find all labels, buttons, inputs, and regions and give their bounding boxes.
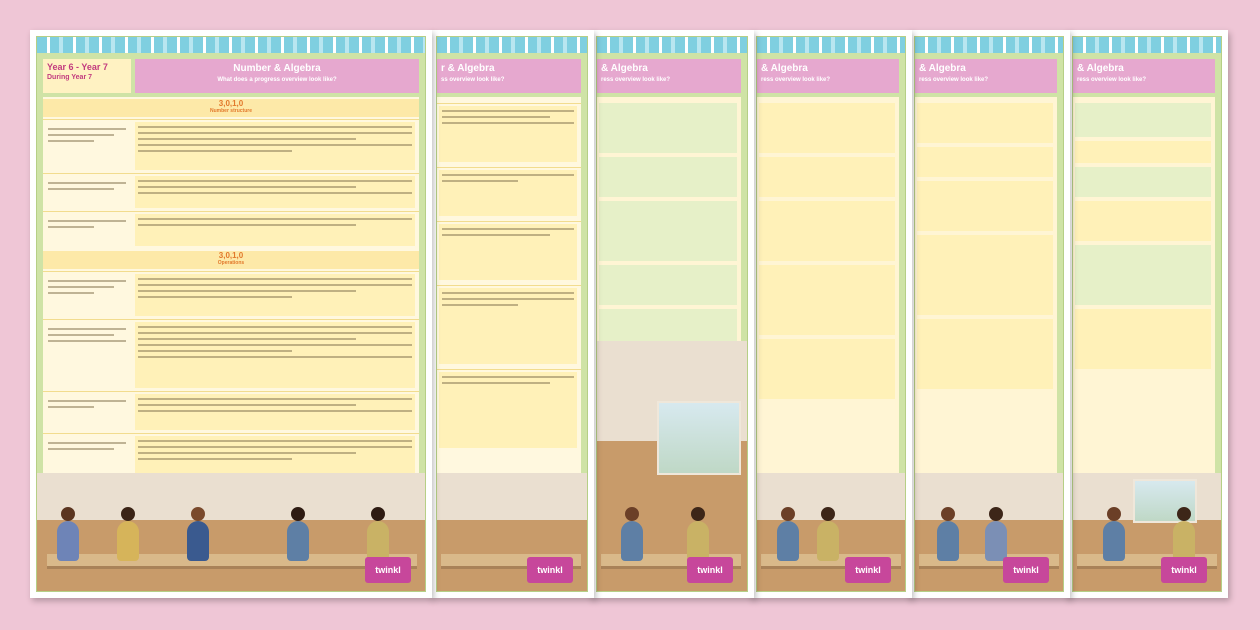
- sheet-header: [915, 59, 1057, 93]
- sheet-subtitle: ress overview look like?: [1077, 77, 1147, 83]
- table-row: [43, 119, 419, 172]
- year-tag: [43, 59, 131, 93]
- table-row: [43, 271, 419, 318]
- section-operations: [43, 251, 419, 269]
- decorative-band: [757, 37, 905, 53]
- twinkl-logo: twinkl: [365, 557, 411, 583]
- sheet-subtitle: ss overview look like?: [441, 77, 505, 83]
- table-row: [43, 173, 419, 210]
- section-number-structure: [43, 99, 419, 117]
- decorative-band: [597, 37, 747, 53]
- sheet-subtitle: ress overview look like?: [761, 77, 831, 83]
- year-range: Year 6 - Year 7: [47, 62, 108, 72]
- sheet-body: [437, 97, 581, 473]
- sheet-header: [757, 59, 899, 93]
- classroom-illustration: [37, 473, 425, 591]
- table-row: [43, 433, 419, 478]
- sheet-title: & Algebra: [919, 63, 966, 74]
- table-row: [43, 391, 419, 432]
- section-label: Operations: [217, 260, 245, 266]
- sheet-2: [430, 30, 594, 598]
- decorative-band: [915, 37, 1063, 53]
- section-code: 3,0,1,0: [218, 251, 244, 260]
- sheet-header: [1073, 59, 1215, 93]
- twinkl-logo: twinkl: [1003, 557, 1049, 583]
- front-title: Number & Algebra: [233, 63, 321, 74]
- sheet-body: [1073, 97, 1215, 473]
- sheet-subtitle: ress overview look like?: [601, 77, 671, 83]
- sheet-header: [437, 59, 581, 93]
- sheet-body: [757, 97, 899, 473]
- classroom-illustration: [1073, 473, 1221, 591]
- twinkl-logo: twinkl: [845, 557, 891, 583]
- decorative-band: [37, 37, 425, 53]
- sheet-title: r & Algebra: [441, 63, 495, 74]
- sheet-header: [597, 59, 741, 93]
- front-header: [135, 59, 419, 93]
- sheet-3: [590, 30, 754, 598]
- sheet-4: [750, 30, 912, 598]
- sheet-title: & Algebra: [601, 63, 648, 74]
- decorative-band: [1073, 37, 1221, 53]
- sheet-subtitle: ress overview look like?: [919, 77, 989, 83]
- sheet-title: & Algebra: [761, 63, 808, 74]
- classroom-illustration: [597, 341, 747, 591]
- sheet-title: & Algebra: [1077, 63, 1124, 74]
- classroom-illustration: [437, 473, 587, 591]
- sheet-5: [908, 30, 1070, 598]
- classroom-illustration: [915, 473, 1063, 591]
- table-row: [43, 319, 419, 390]
- front-subtitle: What does a progress overview look like?: [217, 77, 337, 83]
- section-label: Number structure: [210, 108, 252, 114]
- twinkl-logo: twinkl: [687, 557, 733, 583]
- classroom-illustration: [757, 473, 905, 591]
- sheet-body: [915, 97, 1057, 473]
- table-row: [43, 211, 419, 248]
- front-body: [43, 97, 419, 473]
- twinkl-logo: twinkl: [1161, 557, 1207, 583]
- twinkl-logo: twinkl: [527, 557, 573, 583]
- section-code: 3,0,1,0: [218, 99, 244, 108]
- sheet-6: [1066, 30, 1228, 598]
- year-note: During Year 7: [47, 74, 93, 81]
- decorative-band: [437, 37, 587, 53]
- sheet-front: [30, 30, 432, 598]
